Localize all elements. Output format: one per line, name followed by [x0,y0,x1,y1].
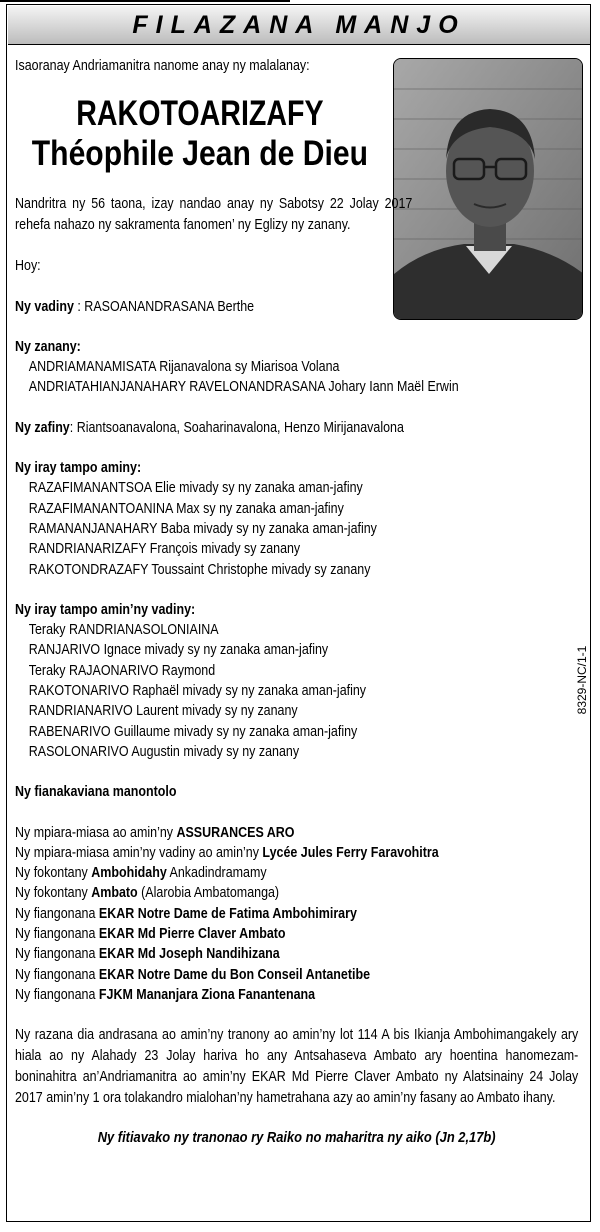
sibling-item: RAMANANJANAHARY Baba mivady sy ny zanaka aman-jafiny [28,520,377,537]
association-name: Ambohidahy [91,865,167,882]
association-name: Lycée Jules Ferry Faravohitra [262,844,439,861]
association-line [15,823,502,843]
association-line [15,944,502,964]
spouse-sibling-item: Teraky RAJAONARIVO Raymond [28,662,216,679]
spouse-sibling-item: RAKOTONARIVO Raphaël mivady sy ny zanaka aman-jafiny [28,683,367,700]
association-line [15,843,502,863]
association-name: ASSURANCES ARO [176,824,295,841]
association-line [15,985,502,1005]
spouse-value: RASOANANDRASANA Berthe [84,298,255,315]
association-line [15,863,502,883]
sibling-item: RANDRIANARIZAFY François mivady sy zanany [28,541,301,558]
sibling-item: RAKOTONDRAZAFY Toussaint Christophe mivady sy zanany [28,561,371,578]
siblings-label: Ny iray tampo aminy: [15,460,142,477]
intro-line: Isaoranay Andriamanitra nanome anay ny malalanay: [15,58,310,74]
association-prefix: Ny fiangonana [15,905,99,922]
association-name: FJKM Mananjara Ziona Fanantenana [98,986,316,1003]
children-label: Ny zanany: [15,338,81,355]
association-line [15,965,502,985]
child-item: ANDRIATAHIANJANAHARY RAVELONANDRASANA Johary Iann Maël Erwin [28,379,459,396]
funeral-paragraph: Ny razana dia andrasana ao amin’ny tranony ao amin’ny lot 114 A bis Ikianja Ambohimangakely ary hiala ao ny Alahady 23 Jolay hariva ho any Antsahaseva Ambato ary hoentina hanomezam-boninahitra an’Andriamanitra ao amin’ny EKAR Md Pierre Claver Ambato ny Alatsinainy 24 Jolay 2017 amin’ny 1 ora tolakandro mialohan’ny hametrahana azy ao amin’ny fasany ao Ambato ihany. [15,1027,579,1106]
association-prefix: Ny fokontany [15,885,92,902]
association-prefix: Ny fiangonana [15,986,99,1003]
spouse-line [15,297,502,317]
spouse-sibling-item: RANDRIANARIVO Laurent mivady sy ny zanany [28,703,298,720]
grandchildren-sep: : [69,419,77,436]
deceased-given-names: Théophile Jean de Dieu [31,134,368,174]
association-name: EKAR Notre Dame de Fatima Ambohimirary [98,905,357,922]
spouse-sibling-item: RABENARIVO Guillaume mivady sy ny zanaka aman-jafiny [28,723,358,740]
spouse-sep: : [73,298,85,315]
sibling-item: RAZAFIMANANTOANINA Max sy ny zanaka aman-jafiny [28,500,344,517]
association-name: EKAR Notre Dame du Bon Conseil Antanetibe [98,966,371,983]
reference-code: 8329-NC/1-1 [575,645,589,715]
association-prefix: Ny mpiara-miasa amin’ny vadiny ao amin’ny [15,844,263,861]
association-prefix: Ny mpiara-miasa ao amin’ny [15,824,177,841]
passing-paragraph: Nandritra ny 56 taona, izay nandao anay ny Sabotsy 22 Jolay 2017 rehefa nahazo ny sakramenta fanomen’ ny Eglizy ny zanany. [15,196,413,234]
spouse-label: Ny vadiny [15,298,74,315]
sibling-item: RAZAFIMANANTSOA Elie mivady sy ny zanaka aman-jafiny [28,480,363,497]
hoy-line: Hoy: [15,258,41,275]
association-line [15,904,502,924]
association-suffix: (Alarobia Ambatomanga) [137,885,280,902]
deceased-surname: RAKOTOARIZAFY [76,94,324,134]
association-name: EKAR Md Pierre Claver Ambato [98,926,286,943]
association-prefix: Ny fiangonana [15,946,99,963]
spouse-siblings-label: Ny iray tampo amin’ny vadiny: [15,601,196,618]
child-item: ANDRIAMANAMISATA Rijanavalona sy Miarisoa Volana [28,359,340,376]
notice-title: FILAZANA MANJO [132,10,466,39]
top-rule [0,0,290,2]
spouse-sibling-item: RASOLONARIVO Augustin mivady sy ny zanany [28,743,300,760]
notice-header [8,6,590,45]
spouse-sibling-item: Teraky RANDRIANASOLONIAINA [28,622,219,639]
spouse-sibling-item: RANJARIVO Ignace mivady sy ny zanaka aman-jafiny [28,642,329,659]
grandchildren-line [15,418,502,438]
association-line [15,883,502,903]
scripture-verse: Ny fitiavako ny tranonao ry Raiko no maharitra ny aiko (Jn 2,17b) [97,1129,496,1147]
association-prefix: Ny fokontany [15,865,92,882]
association-name: Ambato [91,885,138,902]
grandchildren-value: Riantsoanavalona, Soaharinavalona, Henzo Mirijanavalona [76,419,404,436]
association-name: EKAR Md Joseph Nandihizana [98,946,280,963]
grandchildren-label: Ny zafiny [15,419,70,436]
association-suffix: Ankadindramamy [166,865,267,882]
notice-body [15,56,579,1149]
family-all-line: Ny fianakaviana manontolo [15,784,177,801]
association-line [15,924,502,944]
association-prefix: Ny fiangonana [15,926,99,943]
association-prefix: Ny fiangonana [15,966,99,983]
